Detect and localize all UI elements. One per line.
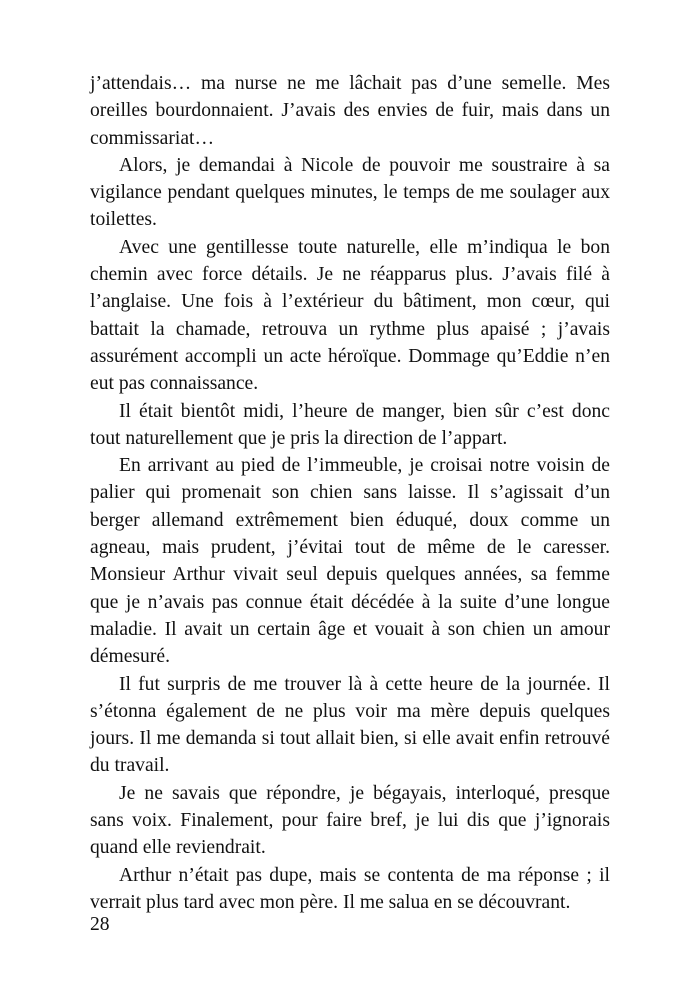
paragraph: Il était bientôt midi, l’heure de manger, bien sûr c’est donc tout naturellement que je pris la direction de l’appart. [90, 400, 610, 449]
paragraph: Arthur n’était pas dupe, mais se contenta de ma réponse ; il verrait plus tard avec mon père. Il me salua en se découvrant. [90, 864, 610, 913]
paragraph: Avec une gentillesse toute naturelle, elle m’indiqua le bon chemin avec force détails. Je ne réapparus plus. J’avais filé à l’anglaise. Une fois à l’extérieur du bâtiment, mon cœur, qui battait la chamade, retrouva un rythme plus apaisé ; j’avais assurément accompli un acte héroïque. Dommage qu’Eddie n’en eut pas connaissance. [90, 236, 610, 395]
paragraph: Je ne savais que répondre, je bégayais, interloqué, presque sans voix. Finalement, pour faire bref, je lui dis que j’ignorais quand elle reviendrait. [90, 782, 610, 859]
page-number: 28 [90, 914, 110, 935]
page-body [90, 70, 610, 916]
paragraph: En arrivant au pied de l’immeuble, je croisai notre voisin de palier qui promenait son chien sans laisse. Il s’agissait d’un berger allemand extrêmement bien éduqué, doux comme un agneau, mais prudent, j’évitai tout de même de le caresser. Monsieur Arthur vivait seul depuis quelques années, sa femme que je n’avais pas connue était décédée à la suite d’une longue maladie. Il avait un certain âge et vouait à son chien un amour démesuré. [90, 455, 610, 668]
paragraph: j’attendais… ma nurse ne me lâchait pas d’une semelle. Mes oreilles bourdonnaient. J’avais des envies de fuir, mais dans un commissariat… [90, 73, 610, 149]
paragraph: Alors, je demandai à Nicole de pouvoir me soustraire à sa vigilance pendant quelques minutes, le temps de me soulager aux toilettes. [90, 154, 610, 231]
paragraph: Il fut surpris de me trouver là à cette heure de la journée. Il s’étonna également de ne plus voir ma mère depuis quelques jours. Il me demanda si tout allait bien, si elle avait enfin retrouvé du travail. [90, 673, 610, 777]
